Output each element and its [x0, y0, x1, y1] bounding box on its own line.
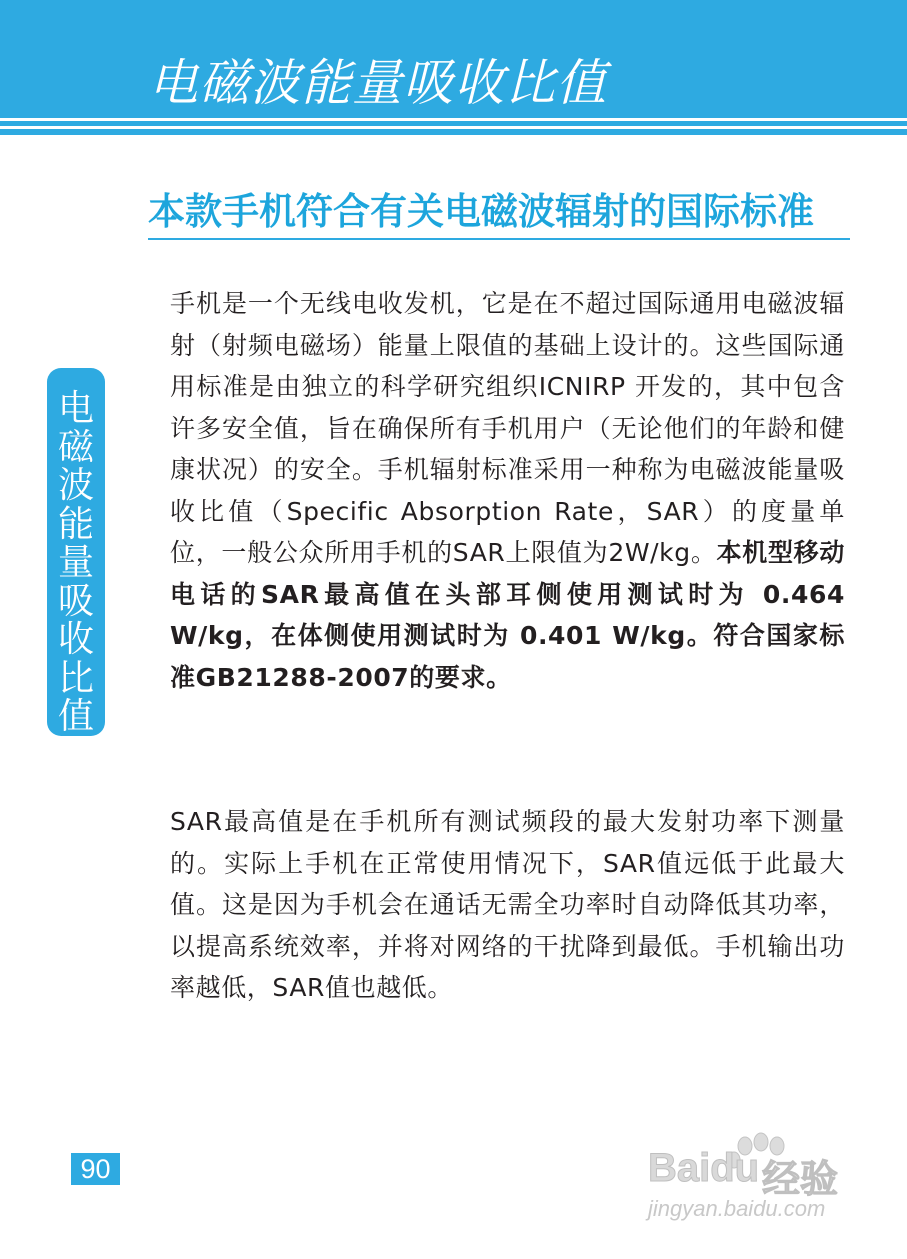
side-tab-char: 量	[57, 542, 94, 583]
side-tab	[47, 368, 105, 736]
side-tab-char: 吸	[57, 580, 94, 622]
watermark-brand: Baidu	[648, 1146, 760, 1190]
paragraph-sar-standard	[170, 283, 845, 698]
header-stripe-2	[0, 129, 907, 135]
watermark-suffix: 经验	[762, 1157, 839, 1201]
side-tab-char: 电	[57, 388, 94, 429]
side-tab-char: 比	[57, 657, 94, 699]
header-stripe-1	[0, 121, 907, 126]
paragraph-bold-text: 本机型移动电话的SAR最高值在头部耳侧使用测试时为 0.464 W/kg，在体侧使用测试时为 0.401 W/kg。符合国家标准GB21288-2007的要求。	[170, 538, 845, 692]
paragraph-sar-explanation: SAR最高值是在手机所有测试频段的最大发射功率下测量的。实际上手机在正常使用情况下，SAR值远低于此最大值。这是因为手机会在通话无需全功率时自动降低其功率，以提高系统效率，并将对网络的干扰降到最低。手机输出功率越低，SAR值也越低。	[170, 807, 845, 1002]
side-tab-char: 波	[57, 465, 94, 506]
side-tab-char: 能	[57, 503, 94, 545]
paragraph-text: 手机是一个无线电收发机，它是在不超过国际通用电磁波辐射（射频电磁场）能量上限值的基础上设计的。这些国际通用标准是由独立的科学研究组织ICNIRP 开发的，其中包含许多安全值，旨在确保所有手机用户（无论他们的年龄和健康状况）的安全。手机辐射标准采用一种称为电磁波能量吸收比值（Specific Absorption Rate，SAR）的度量单位，一般公众所用手机的SAR上限值为2W/kg。	[170, 289, 845, 567]
side-tab-char: 值	[57, 696, 94, 737]
side-tab-char: 收	[57, 619, 94, 660]
watermark-url: jingyan.baidu.com	[648, 1196, 826, 1221]
section-title: 本款手机符合有关电磁波辐射的国际标准	[148, 190, 814, 233]
page-number: 90	[71, 1153, 120, 1185]
page-title: 电磁波能量吸收比值	[148, 54, 607, 112]
section-divider	[148, 238, 850, 240]
side-tab-char: 磁	[57, 426, 94, 468]
